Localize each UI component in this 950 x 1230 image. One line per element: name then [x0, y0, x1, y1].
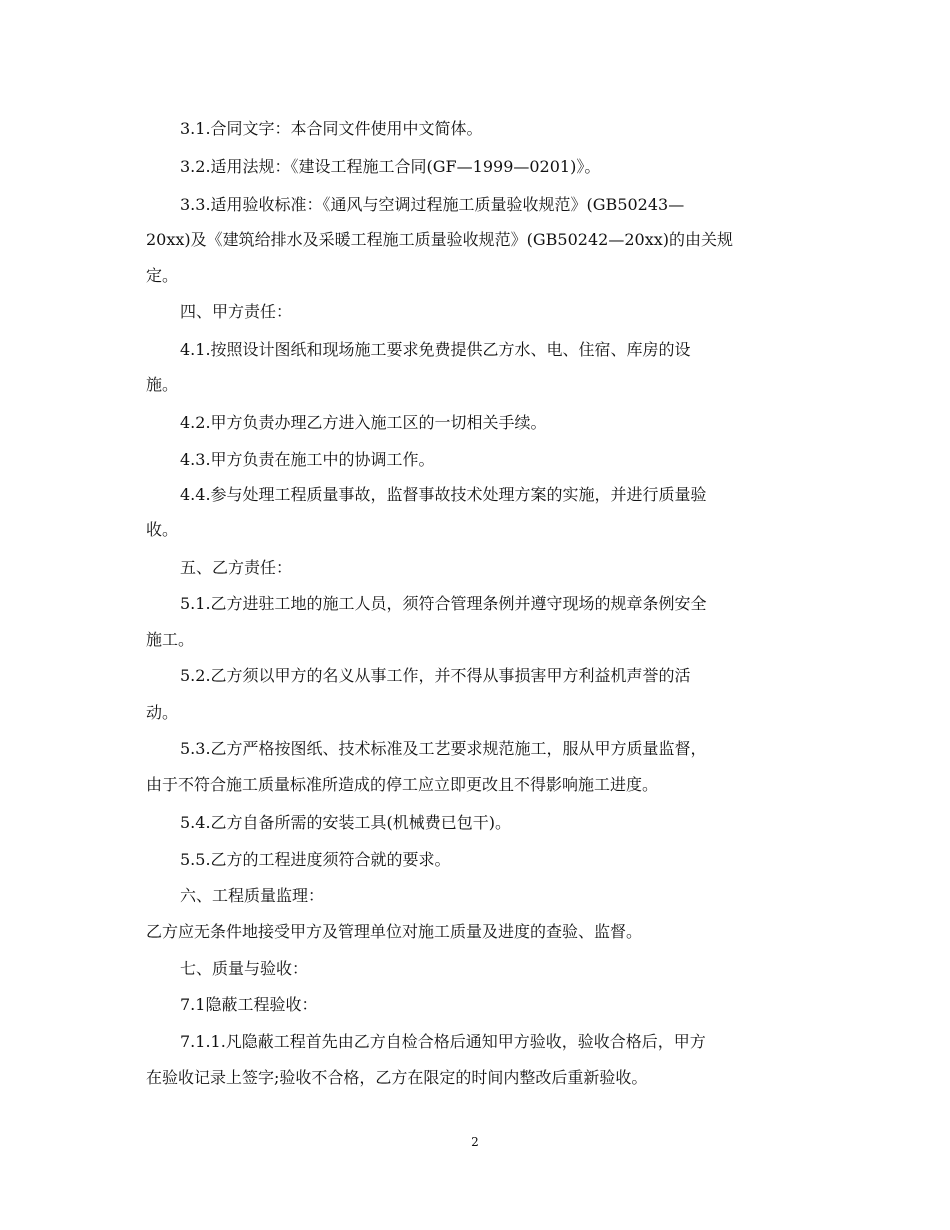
- page-number: 2: [471, 1135, 479, 1149]
- clause-5-1-line2: 施工。: [146, 630, 195, 649]
- clause-3-1: 3.1.合同文字：本合同文件使用中文简体。: [180, 119, 483, 138]
- section-7-heading: 七、质量与验收：: [180, 959, 309, 978]
- clause-5-1-line1: 5.1.乙方进驻工地的施工人员，须符合管理条例并遵守现场的规章条例安全: [180, 594, 707, 613]
- clause-4-3: 4.3.甲方负责在施工中的协调工作。: [180, 450, 435, 469]
- section-4-heading: 四、甲方责任：: [180, 302, 293, 321]
- section-5-heading: 五、乙方责任：: [180, 558, 293, 577]
- clause-7-1-1-line2: 在验收记录上签字;验收不合格，乙方在限定的时间内整改后重新验收。: [146, 1068, 648, 1087]
- clause-3-3-line2: 20xx)及《建筑给排水及采暖工程施工质量验收规范》(GB50242—20xx)的由关规: [146, 230, 733, 249]
- clause-7-1-1-line1: 7.1.1.凡隐蔽工程首先由乙方自检合格后通知甲方验收，验收合格后，甲方: [180, 1032, 706, 1051]
- clause-4-1-line1: 4.1.按照设计图纸和现场施工要求免费提供乙方水、电、住宿、库房的设: [180, 340, 691, 359]
- clause-7-1-heading: 7.1隐蔽工程验收：: [180, 995, 318, 1014]
- clause-5-3-line1: 5.3.乙方严格按图纸、技术标准及工艺要求规范施工，服从甲方质量监督，: [180, 739, 707, 758]
- clause-4-2: 4.2.甲方负责办理乙方进入施工区的一切相关手续。: [180, 413, 547, 432]
- section-6-body: 乙方应无条件地接受甲方及管理单位对施工质量及进度的查验、监督。: [146, 922, 643, 941]
- clause-5-2-line2: 动。: [146, 703, 179, 722]
- clause-4-1-line2: 施。: [146, 375, 179, 394]
- clause-3-2: 3.2.适用法规：《建设工程施工合同(GF—1999—0201)》。: [180, 157, 601, 176]
- clause-4-4-line2: 收。: [146, 520, 179, 539]
- section-6-heading: 六、工程质量监理：: [180, 886, 325, 905]
- clause-5-3-line2: 由于不符合施工质量标准所造成的停工应立即更改且不得影响施工进度。: [146, 775, 659, 794]
- clause-4-4-line1: 4.4.参与处理工程质量事故，监督事故技术处理方案的实施，并进行质量验: [180, 485, 707, 504]
- clause-5-2-line1: 5.2.乙方须以甲方的名义从事工作，并不得从事损害甲方利益机声誉的活: [180, 666, 691, 685]
- clause-5-5: 5.5.乙方的工程进度须符合就的要求。: [180, 850, 451, 869]
- clause-5-4: 5.4.乙方自备所需的安装工具(机械费已包干)。: [180, 813, 512, 832]
- clause-3-3-line3: 定。: [146, 266, 179, 285]
- clause-3-3-line1: 3.3.适用验收标准：《通风与空调过程施工质量验收规范》(GB50243—: [180, 195, 685, 214]
